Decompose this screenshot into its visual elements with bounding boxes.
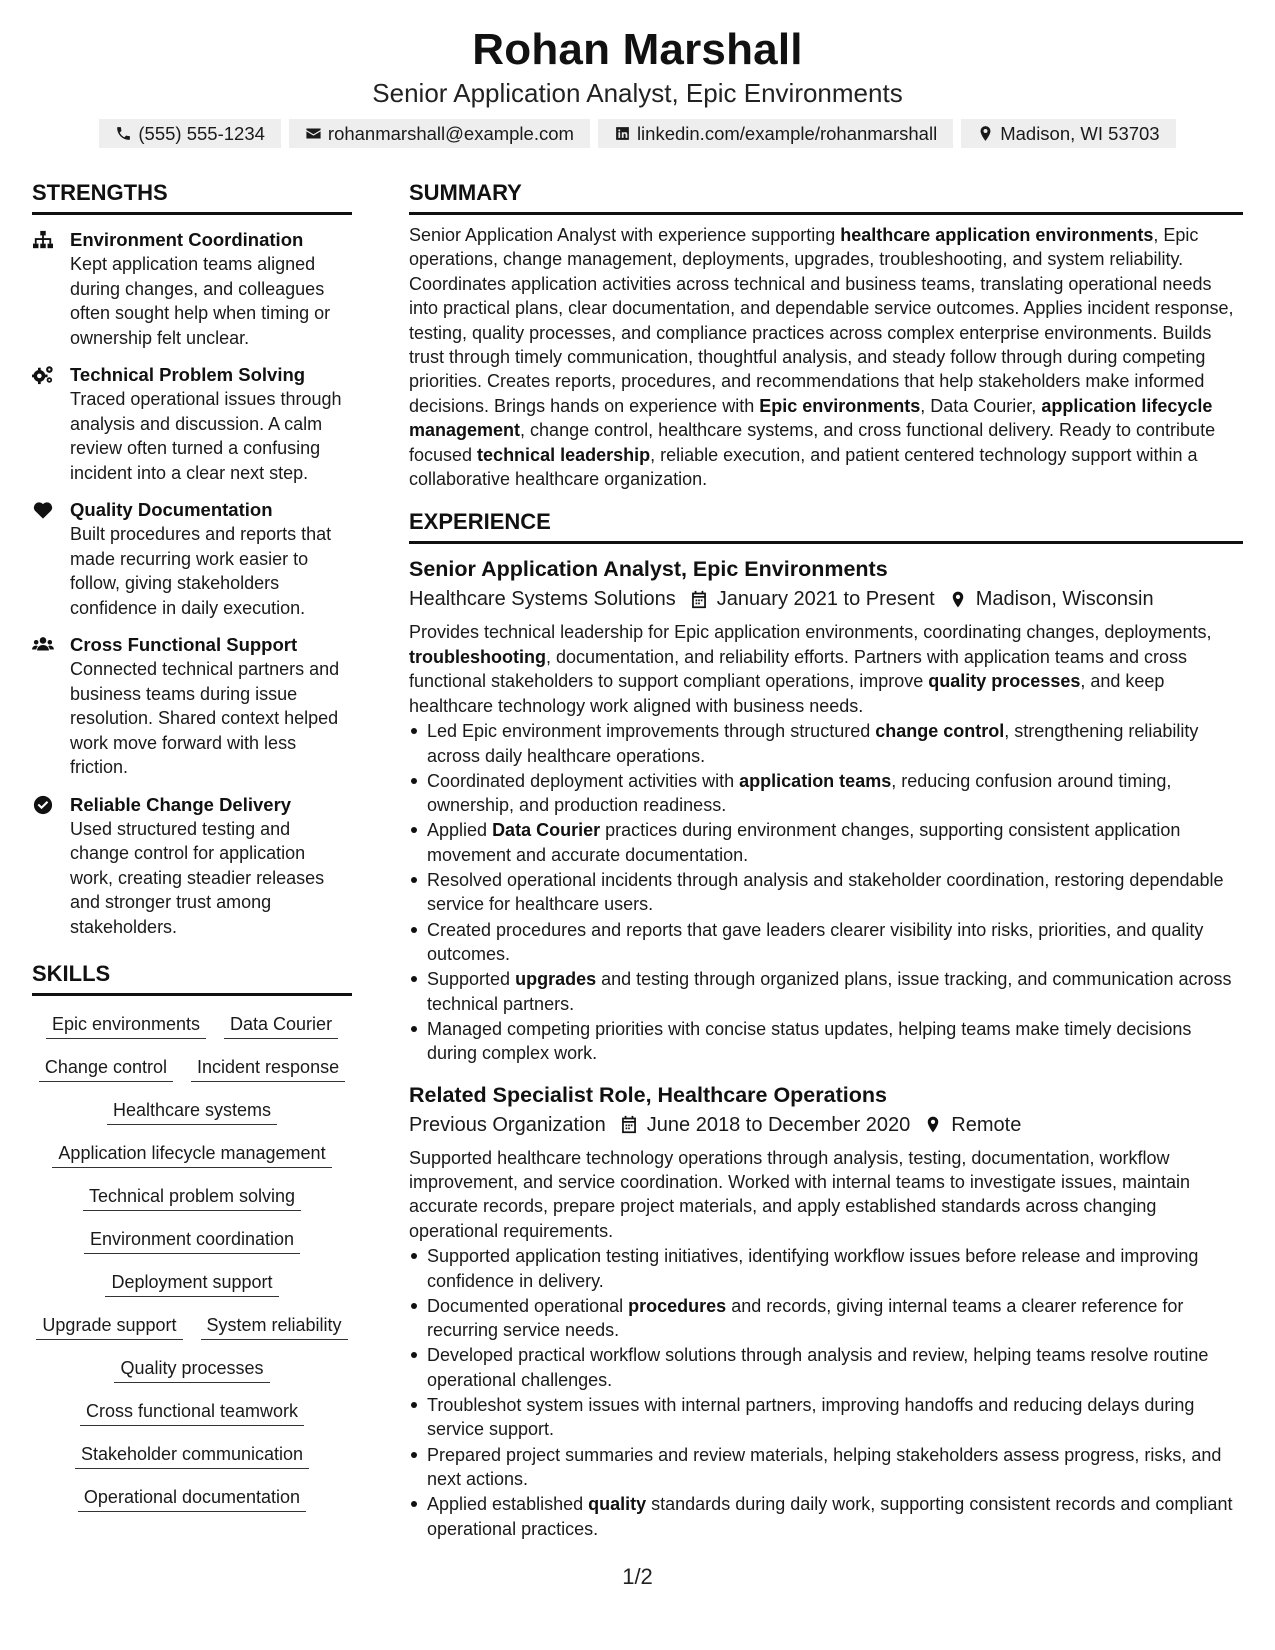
skill-tag: Healthcare systems bbox=[107, 1098, 277, 1125]
skill-tag: Deployment support bbox=[105, 1270, 278, 1297]
strength-desc: Traced operational issues through analysis and discussion. A calm review often turned a confusing incident into a clear next step. bbox=[70, 389, 342, 483]
job-company: Healthcare Systems Solutions bbox=[409, 588, 676, 611]
list-item: Supported application testing initiatives, identifying workflow issues before release and improving confidence in delivery. bbox=[409, 1244, 1243, 1293]
list-item: Prepared project summaries and review materials, helping stakeholders assess progress, risks, and next actions. bbox=[409, 1443, 1243, 1492]
left-column bbox=[32, 178, 352, 1512]
list-item: Documented operational procedures and records, giving internal teams a clearer reference for recurring service needs. bbox=[409, 1294, 1243, 1343]
list-item: Applied Data Courier practices during environment changes, supporting consistent application movement and accurate documentation. bbox=[409, 818, 1243, 867]
summary-heading: SUMMARY bbox=[409, 178, 1243, 215]
users-icon bbox=[32, 635, 54, 655]
map-pin-icon bbox=[924, 1115, 942, 1134]
contact-linkedin-text: linkedin.com/example/rohanmarshall bbox=[636, 122, 938, 144]
skill-tag: Operational documentation bbox=[78, 1485, 306, 1512]
bold-keyword: application lifecycle management bbox=[409, 395, 1213, 441]
bold-keyword: Data Courier bbox=[492, 820, 601, 841]
linkedin-icon bbox=[614, 125, 631, 142]
bold-keyword: healthcare application environments bbox=[840, 225, 1154, 245]
map-pin-icon bbox=[949, 590, 967, 609]
skill-tag: System reliability bbox=[201, 1313, 348, 1340]
list-item: Coordinated deployment activities with application teams, reducing confusion around timing, ownership, and production readiness. bbox=[409, 769, 1243, 818]
strength-desc: Connected technical partners and business teams during issue resolution. Shared context helped work move forward with less friction. bbox=[70, 659, 340, 777]
contact-bar bbox=[0, 119, 1275, 148]
job-entry bbox=[409, 1080, 1243, 1541]
experience-heading: EXPERIENCE bbox=[409, 507, 1243, 544]
strength-title: Cross Functional Support bbox=[70, 634, 298, 655]
skill-tag: Cross functional teamwork bbox=[80, 1399, 304, 1426]
bold-keyword: change control bbox=[875, 721, 1005, 742]
skill-tag: Epic environments bbox=[46, 1012, 206, 1039]
summary-text: Senior Application Analyst with experience supporting healthcare application environments, Epic operations, change management, deployments, upgrades, troubleshooting, and system reliability. Coordinates application activities across technical and business teams, translating operational needs into practical plans, clear documentation, and dependable service outcomes. Applies incident response, testing, quality processes, and compliance practices across complex enterprise environments. Builds trust through timely communication, thoughtful analysis, and steady follow through during competing priorities. Creates reports, procedures, and recommendations that help stakeholders make informed decisions. Brings hands on experience with Epic environments, Data Courier, application lifecycle management, change control, healthcare systems, and cross functional delivery. Ready to contribute focused technical leadership, reliable execution, and patient centered technology support within a collaborative healthcare organization. bbox=[409, 225, 1234, 490]
job-meta bbox=[409, 1110, 1243, 1140]
bold-keyword: procedures bbox=[628, 1295, 727, 1316]
strength-item bbox=[32, 632, 352, 780]
bold-keyword: quality bbox=[588, 1494, 647, 1515]
job-bullets bbox=[409, 1244, 1243, 1541]
job-bullets bbox=[409, 719, 1243, 1065]
job-meta bbox=[409, 584, 1243, 614]
contact-linkedin[interactable] bbox=[598, 119, 953, 148]
bold-keyword: technical leadership bbox=[477, 444, 651, 465]
candidate-title: Senior Application Analyst, Epic Environments bbox=[372, 78, 903, 108]
list-item: Applied established quality standards during daily work, supporting consistent records and compliant operational practices. bbox=[409, 1492, 1243, 1541]
candidate-name: Rohan Marshall bbox=[472, 25, 803, 74]
contact-email-text: rohanmarshall@example.com bbox=[327, 122, 574, 144]
job-location: Madison, Wisconsin bbox=[975, 588, 1154, 611]
map-pin-icon bbox=[977, 125, 994, 142]
contact-location[interactable] bbox=[961, 119, 1175, 148]
strength-item bbox=[32, 227, 352, 350]
skill-tag: Data Courier bbox=[224, 1012, 338, 1039]
list-item: Developed practical workflow solutions through analysis and review, helping teams resolve routine operational challenges. bbox=[409, 1343, 1243, 1392]
skill-tag: Change control bbox=[39, 1055, 173, 1082]
job-dates: June 2018 to December 2020 bbox=[646, 1113, 911, 1136]
strengths-list bbox=[32, 227, 352, 939]
job-description: Supported healthcare technology operations through analysis, testing, documentation, workflow improvement, and service coordination. Worked with internal teams to investigate issues, maintain accurate records, prepare project materials, and apply established standards across changing operational requirements. bbox=[409, 1147, 1191, 1241]
sitemap-icon bbox=[32, 230, 54, 250]
skills-heading: SKILLS bbox=[32, 959, 352, 996]
check-circle-icon bbox=[32, 795, 54, 815]
strength-item bbox=[32, 362, 352, 485]
strength-title: Reliable Change Delivery bbox=[70, 793, 292, 815]
list-item: Managed competing priorities with concise status updates, helping teams make timely decisions during complex work. bbox=[409, 1017, 1243, 1066]
job-title: Related Specialist Role, Healthcare Operations bbox=[409, 1082, 887, 1107]
bold-keyword: troubleshooting bbox=[409, 646, 546, 667]
skill-tag: Incident response bbox=[191, 1055, 345, 1082]
contact-phone-text: (555) 555-1234 bbox=[138, 122, 265, 144]
strength-title: Quality Documentation bbox=[70, 499, 273, 520]
strength-title: Technical Problem Solving bbox=[70, 364, 306, 385]
skill-tag: Upgrade support bbox=[36, 1313, 182, 1340]
list-item: Led Epic environment improvements through structured change control, strengthening reliability across daily healthcare operations. bbox=[409, 719, 1243, 768]
bold-keyword: Epic environments bbox=[759, 395, 921, 416]
heart-icon bbox=[32, 500, 54, 520]
strengths-heading: STRENGTHS bbox=[32, 178, 352, 215]
list-item: Supported upgrades and testing through organized plans, issue tracking, and communication across technical partners. bbox=[409, 967, 1243, 1016]
phone-icon bbox=[115, 125, 132, 142]
skill-tag: Quality processes bbox=[114, 1356, 269, 1383]
list-item: Troubleshot system issues with internal partners, improving handoffs and reducing delays during service support. bbox=[409, 1393, 1243, 1442]
job-location: Remote bbox=[951, 1113, 1022, 1136]
strength-item bbox=[32, 792, 352, 940]
gears-icon bbox=[32, 365, 54, 385]
job-dates: January 2021 to Present bbox=[716, 588, 935, 611]
job-entry bbox=[409, 554, 1243, 1065]
right-column bbox=[409, 178, 1243, 1542]
bold-keyword: upgrades bbox=[515, 969, 597, 990]
strength-title: Environment Coordination bbox=[70, 229, 304, 250]
calendar-icon bbox=[690, 590, 708, 609]
skills-list bbox=[32, 1012, 352, 1512]
bold-keyword: quality processes bbox=[928, 671, 1081, 692]
resume-header bbox=[0, 24, 1275, 148]
job-title: Senior Application Analyst, Epic Environments bbox=[409, 557, 888, 582]
strength-desc: Kept application teams aligned during changes, and colleagues often sought help when timing or ownership felt unclear. bbox=[70, 254, 331, 348]
skill-tag: Stakeholder communication bbox=[75, 1442, 309, 1469]
strength-item bbox=[32, 497, 352, 620]
skill-tag: Environment coordination bbox=[84, 1227, 300, 1254]
contact-email[interactable] bbox=[289, 119, 590, 148]
calendar-icon bbox=[620, 1115, 638, 1134]
strength-desc: Built procedures and reports that made recurring work easier to follow, giving stakeholders confidence in daily execution. bbox=[70, 524, 332, 618]
bold-keyword: application teams bbox=[739, 770, 892, 791]
page-number: 1/2 bbox=[622, 1564, 653, 1589]
envelope-icon bbox=[305, 125, 322, 142]
list-item: Created procedures and reports that gave leaders clearer visibility into risks, priorities, and quality outcomes. bbox=[409, 918, 1243, 967]
contact-phone[interactable] bbox=[99, 119, 281, 148]
contact-location-text: Madison, WI 53703 bbox=[1000, 122, 1160, 144]
job-company: Previous Organization bbox=[409, 1113, 606, 1136]
skill-tag: Application lifecycle management bbox=[52, 1141, 331, 1168]
list-item: Resolved operational incidents through analysis and stakeholder coordination, restoring dependable service for healthcare users. bbox=[409, 868, 1243, 917]
skill-tag: Technical problem solving bbox=[83, 1184, 301, 1211]
job-description: Provides technical leadership for Epic application environments, coordinating changes, deployments, troubleshooting, documentation, and reliability efforts. Partners with application teams and cross functional stakeholders to support compliant operations, improve quality processes, and keep healthcare technology work aligned with business needs. bbox=[409, 622, 1212, 716]
strength-desc: Used structured testing and change control for application work, creating steadier releases and stronger trust among stakeholders. bbox=[70, 818, 325, 937]
